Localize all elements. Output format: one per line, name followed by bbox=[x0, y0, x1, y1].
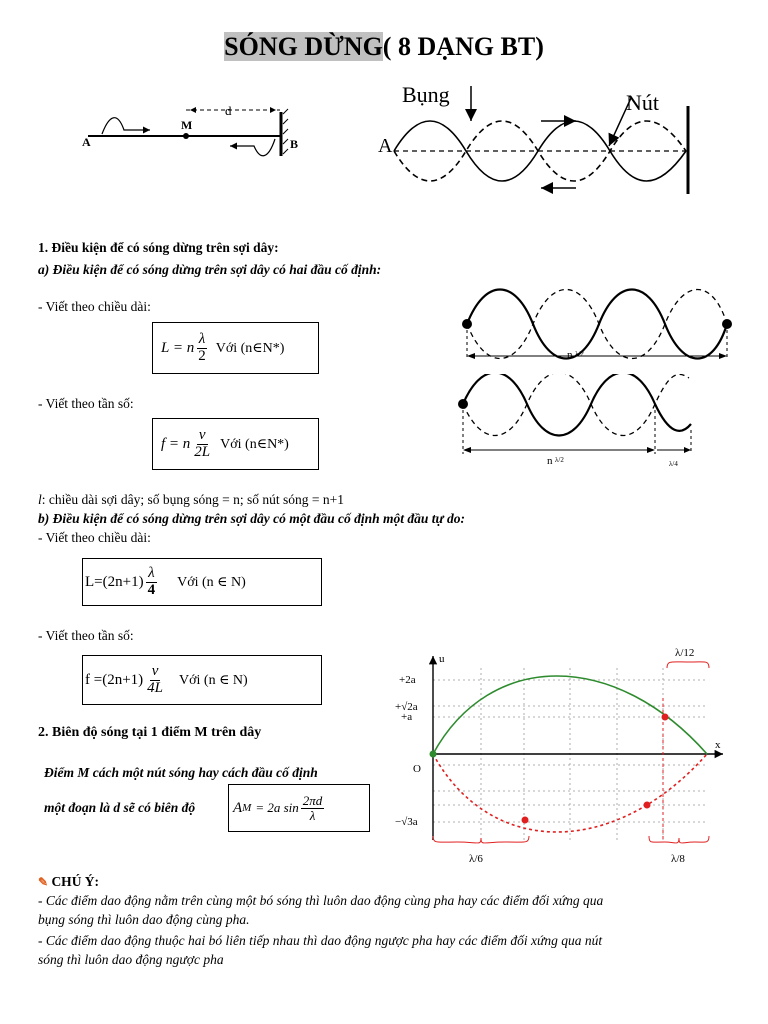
note-line4: sóng thì luôn dao động ngược pha bbox=[38, 952, 224, 967]
formula-length-b-box bbox=[82, 558, 322, 606]
origin-label: O bbox=[413, 763, 421, 775]
formula-freq-b-lhs: f =(2n+1) bbox=[85, 671, 144, 688]
formula-freq-b-den: 4L bbox=[147, 679, 163, 696]
brace-right-label: λ/8 bbox=[671, 853, 685, 865]
pencil-icon: ✎ bbox=[38, 875, 49, 889]
formula-freq-b-cond: Với (n ∈ N) bbox=[179, 672, 248, 688]
amp-lhs: A bbox=[233, 799, 243, 816]
section1-heading: 1. Điều kiện để có sóng dừng trên sợi dây: bbox=[38, 240, 279, 255]
note-heading-row bbox=[38, 874, 99, 890]
fig1-frac: λ/2 bbox=[575, 350, 584, 358]
formula-length-cond: Với (n∈N*) bbox=[215, 340, 285, 356]
freq-label-b: - Viết theo tần số: bbox=[38, 628, 134, 643]
formula-length-b-num: λ bbox=[148, 564, 155, 581]
label-m: M bbox=[181, 118, 193, 132]
title-highlight: SÓNG DỪNG bbox=[224, 32, 383, 61]
formula-freq-num: v bbox=[198, 426, 206, 443]
note-line1: - Các điểm dao động nằm trên cùng một bó sóng thì luôn dao động cùng pha hay các điểm đối xứng qua bbox=[38, 893, 604, 908]
brace-left-label: λ/6 bbox=[469, 853, 483, 865]
label-b: B bbox=[290, 137, 299, 151]
fig2-frac: λ/2 bbox=[555, 456, 564, 464]
label-node: Nút bbox=[626, 90, 659, 115]
fig2-n: n bbox=[547, 455, 553, 467]
amplitude-graph bbox=[395, 640, 735, 880]
section2-heading: 2. Biên độ sóng tại 1 điểm M trên dây bbox=[38, 725, 262, 740]
formula-length-lhs: L = n bbox=[161, 339, 195, 356]
note-l-symbol: l bbox=[38, 492, 42, 507]
amplitude-formula-box bbox=[228, 784, 370, 832]
note-line3: - Các điểm dao động thuộc hai bó liên tiếp nhau thì dao động ngược pha hay các điểm đối xứng qua nút bbox=[38, 933, 603, 948]
formula-freq-box bbox=[152, 418, 319, 470]
fig2-small: λ/4 bbox=[669, 460, 678, 468]
formula-length-den: 2 bbox=[198, 347, 206, 364]
formula-freq-den: 2L bbox=[194, 443, 211, 460]
amp-num: 2πd bbox=[302, 792, 323, 808]
tick-neg-sqrt3a: −√3a bbox=[395, 816, 418, 828]
formula-length-b-cond: Với (n ∈ N) bbox=[177, 574, 246, 590]
note-line2: bụng sóng thì luôn dao động cùng pha. bbox=[38, 912, 250, 927]
freq-label: - Viết theo tần số: bbox=[38, 396, 134, 411]
formula-length-b-lhs: L=(2n+1) bbox=[85, 573, 144, 590]
formula-freq-lhs: f = n bbox=[161, 435, 191, 452]
section1-sub-a: a) Điều kiện để có sóng dừng trên sợi dây có hai đầu cố định: bbox=[38, 262, 382, 277]
tick-2a: +2a bbox=[399, 674, 416, 686]
page-title bbox=[0, 32, 768, 62]
standing-wave-figure bbox=[376, 76, 716, 206]
tick-sqrt2a: +√2a bbox=[395, 701, 418, 713]
wave-fig-free-end bbox=[455, 374, 745, 474]
amp-sub: M bbox=[242, 802, 252, 814]
title-rest: ( 8 DẠNG BT) bbox=[382, 32, 544, 61]
formula-length-box bbox=[152, 322, 319, 374]
amp-den: λ bbox=[309, 807, 316, 823]
tick-a: +a bbox=[401, 711, 413, 723]
formula-length-b-den: 4 bbox=[147, 581, 156, 598]
amp-rhs: = 2a sin bbox=[255, 800, 299, 815]
label-a: A bbox=[82, 135, 91, 149]
fig1-n: n bbox=[567, 349, 573, 361]
note-heading: CHÚ Ý: bbox=[51, 874, 100, 889]
label-d: d bbox=[225, 103, 232, 118]
formula-length-num: λ bbox=[198, 330, 206, 347]
brace-top-label: λ/12 bbox=[675, 647, 695, 659]
formula-freq-b-num: v bbox=[151, 662, 159, 679]
rope-pulse-figure bbox=[80, 98, 310, 168]
length-label-b: - Viết theo chiều dài: bbox=[38, 530, 151, 545]
length-label: - Viết theo chiều dài: bbox=[38, 299, 151, 314]
note-l-line bbox=[38, 492, 344, 508]
section2-line2: một đoạn là d sẽ có biên độ bbox=[44, 800, 196, 815]
section2-line1: Điểm M cách một nút sóng hay cách đầu cố định bbox=[44, 765, 318, 780]
axis-u: u bbox=[439, 653, 445, 665]
wave-fig-fixed-ends bbox=[455, 288, 745, 368]
label-a-end: A bbox=[378, 135, 393, 157]
axis-x: x bbox=[715, 739, 721, 751]
note-l-text: : chiều dài sợi dây; số bụng sóng = n; số nút sóng = n+1 bbox=[41, 492, 344, 507]
formula-freq-b-box bbox=[82, 655, 322, 705]
label-antinode: Bụng bbox=[402, 82, 450, 107]
section1-sub-b: b) Điều kiện để có sóng dừng trên sợi dây có một đầu cố định một đầu tự do: bbox=[38, 511, 465, 526]
formula-freq-cond: Với (n∈N*) bbox=[220, 436, 289, 452]
